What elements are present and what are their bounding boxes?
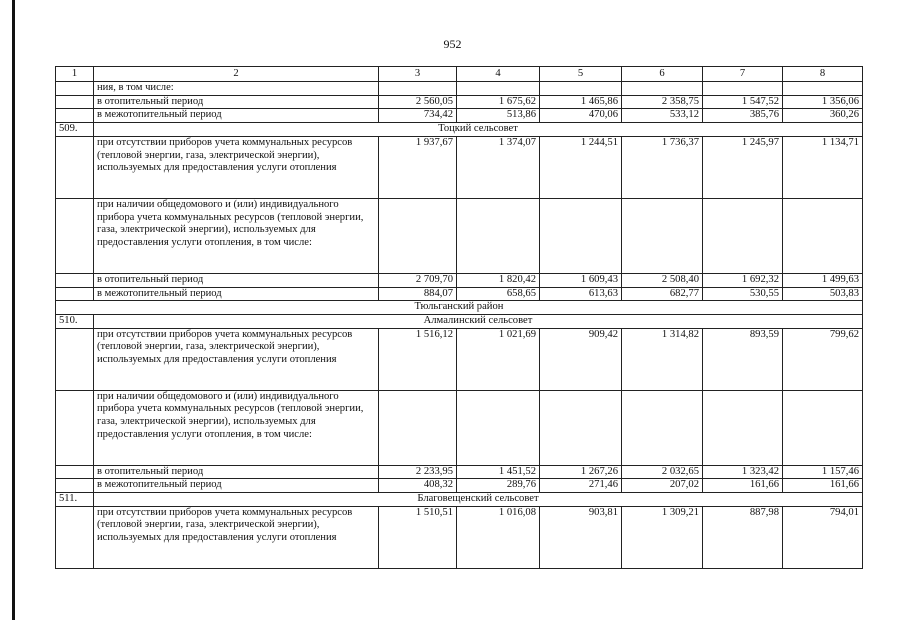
value-cell: 1 692,32 xyxy=(703,273,783,287)
value-cell: 799,62 xyxy=(783,328,863,390)
row-description: в межотопительный период xyxy=(94,109,379,123)
row-description: в межотопительный период xyxy=(94,479,379,493)
row-number xyxy=(56,479,94,493)
table-row xyxy=(56,506,863,568)
value-cell: 1 244,51 xyxy=(540,136,622,198)
row-number xyxy=(56,82,94,96)
value-cell xyxy=(540,82,622,96)
value-cell: 1 309,21 xyxy=(622,506,703,568)
section-title: Алмалинский сельсовет xyxy=(94,314,863,328)
value-cell: 2 709,70 xyxy=(379,273,457,287)
section-row xyxy=(56,123,863,137)
value-cell xyxy=(540,198,622,273)
row-description: при отсутствии приборов учета коммунальных ресурсов (тепловой энергии, газа, электрической энергии), используемых для предоставления услуги отопления xyxy=(94,328,379,390)
row-number xyxy=(56,287,94,301)
row-number xyxy=(56,390,94,465)
value-cell: 1 134,71 xyxy=(783,136,863,198)
table-row xyxy=(56,109,863,123)
table-row xyxy=(56,465,863,479)
value-cell: 207,02 xyxy=(622,479,703,493)
row-description: в отопительный период xyxy=(94,273,379,287)
section-row xyxy=(56,493,863,507)
value-cell: 1 016,08 xyxy=(457,506,540,568)
row-number xyxy=(56,273,94,287)
table-row xyxy=(56,479,863,493)
value-cell: 1 547,52 xyxy=(703,95,783,109)
value-cell: 533,12 xyxy=(622,109,703,123)
value-cell: 1 465,86 xyxy=(540,95,622,109)
value-cell xyxy=(703,82,783,96)
column-header: 8 xyxy=(783,67,863,82)
row-number xyxy=(56,328,94,390)
table-row xyxy=(56,136,863,198)
row-description: при отсутствии приборов учета коммунальных ресурсов (тепловой энергии, газа, электрической энергии), используемых для предоставления услуги отопления xyxy=(94,506,379,568)
value-cell: 385,76 xyxy=(703,109,783,123)
value-cell xyxy=(457,198,540,273)
value-cell xyxy=(703,198,783,273)
value-cell: 2 508,40 xyxy=(622,273,703,287)
table-row xyxy=(56,287,863,301)
row-number xyxy=(56,465,94,479)
table-row xyxy=(56,95,863,109)
value-cell: 408,32 xyxy=(379,479,457,493)
table-row xyxy=(56,273,863,287)
value-cell xyxy=(457,390,540,465)
row-number xyxy=(56,198,94,273)
table-row xyxy=(56,82,863,96)
value-cell: 734,42 xyxy=(379,109,457,123)
value-cell: 1 499,63 xyxy=(783,273,863,287)
value-cell xyxy=(783,82,863,96)
column-header: 6 xyxy=(622,67,703,82)
value-cell: 1 356,06 xyxy=(783,95,863,109)
section-number: 510. xyxy=(56,314,94,328)
value-cell xyxy=(622,198,703,273)
value-cell: 1 736,37 xyxy=(622,136,703,198)
value-cell: 1 245,97 xyxy=(703,136,783,198)
section-title: Тоцкий сельсовет xyxy=(94,123,863,137)
value-cell: 1 820,42 xyxy=(457,273,540,287)
value-cell: 1 267,26 xyxy=(540,465,622,479)
value-cell: 1 374,07 xyxy=(457,136,540,198)
row-description: ния, в том числе: xyxy=(94,82,379,96)
value-cell: 884,07 xyxy=(379,287,457,301)
binding-edge xyxy=(12,0,15,620)
value-cell xyxy=(540,390,622,465)
row-description: при наличии общедомового и (или) индивидуального прибора учета коммунальных ресурсов (тепловой энергии, газа, электрической энергии), используемых для предоставления услуги отопления, в том числе: xyxy=(94,390,379,465)
value-cell: 161,66 xyxy=(783,479,863,493)
region-title: Тюльганский район xyxy=(56,301,863,315)
value-cell xyxy=(379,198,457,273)
value-cell: 1 510,51 xyxy=(379,506,457,568)
column-header: 1 xyxy=(56,67,94,82)
tariff-table xyxy=(55,66,863,569)
row-description: в отопительный период xyxy=(94,465,379,479)
row-number xyxy=(56,109,94,123)
value-cell xyxy=(622,390,703,465)
value-cell xyxy=(379,390,457,465)
value-cell: 903,81 xyxy=(540,506,622,568)
section-row xyxy=(56,314,863,328)
table-row xyxy=(56,390,863,465)
value-cell: 470,06 xyxy=(540,109,622,123)
value-cell: 893,59 xyxy=(703,328,783,390)
column-header: 2 xyxy=(94,67,379,82)
row-description: в межотопительный период xyxy=(94,287,379,301)
value-cell: 161,66 xyxy=(703,479,783,493)
value-cell: 1 675,62 xyxy=(457,95,540,109)
column-header: 4 xyxy=(457,67,540,82)
value-cell xyxy=(783,390,863,465)
row-description: при отсутствии приборов учета коммунальных ресурсов (тепловой энергии, газа, электрической энергии), используемых для предоставления услуги отопления xyxy=(94,136,379,198)
value-cell: 794,01 xyxy=(783,506,863,568)
value-cell: 1 314,82 xyxy=(622,328,703,390)
value-cell: 530,55 xyxy=(703,287,783,301)
row-number xyxy=(56,136,94,198)
row-number xyxy=(56,95,94,109)
value-cell: 1 451,52 xyxy=(457,465,540,479)
value-cell: 682,77 xyxy=(622,287,703,301)
value-cell: 2 233,95 xyxy=(379,465,457,479)
value-cell xyxy=(379,82,457,96)
value-cell: 1 937,67 xyxy=(379,136,457,198)
value-cell: 1 609,43 xyxy=(540,273,622,287)
value-cell: 2 358,75 xyxy=(622,95,703,109)
column-header: 7 xyxy=(703,67,783,82)
value-cell xyxy=(457,82,540,96)
page-number: 952 xyxy=(443,37,462,51)
value-cell: 1 516,12 xyxy=(379,328,457,390)
section-number: 509. xyxy=(56,123,94,137)
row-description: при наличии общедомового и (или) индивидуального прибора учета коммунальных ресурсов (тепловой энергии, газа, электрической энергии), используемых для предоставления услуги отопления, в том числе: xyxy=(94,198,379,273)
value-cell: 1 021,69 xyxy=(457,328,540,390)
value-cell: 289,76 xyxy=(457,479,540,493)
column-header: 5 xyxy=(540,67,622,82)
row-description: в отопительный период xyxy=(94,95,379,109)
value-cell: 271,46 xyxy=(540,479,622,493)
region-row xyxy=(56,301,863,315)
section-title: Благовещенский сельсовет xyxy=(94,493,863,507)
value-cell xyxy=(703,390,783,465)
value-cell: 2 560,05 xyxy=(379,95,457,109)
section-number: 511. xyxy=(56,493,94,507)
value-cell xyxy=(783,198,863,273)
value-cell: 909,42 xyxy=(540,328,622,390)
row-number xyxy=(56,506,94,568)
value-cell: 658,65 xyxy=(457,287,540,301)
column-header: 3 xyxy=(379,67,457,82)
value-cell: 360,26 xyxy=(783,109,863,123)
value-cell: 503,83 xyxy=(783,287,863,301)
value-cell: 613,63 xyxy=(540,287,622,301)
table-row xyxy=(56,328,863,390)
value-cell: 2 032,65 xyxy=(622,465,703,479)
value-cell: 1 323,42 xyxy=(703,465,783,479)
value-cell: 1 157,46 xyxy=(783,465,863,479)
value-cell: 513,86 xyxy=(457,109,540,123)
value-cell: 887,98 xyxy=(703,506,783,568)
table-row xyxy=(56,198,863,273)
table-header-row xyxy=(56,67,863,82)
value-cell xyxy=(622,82,703,96)
